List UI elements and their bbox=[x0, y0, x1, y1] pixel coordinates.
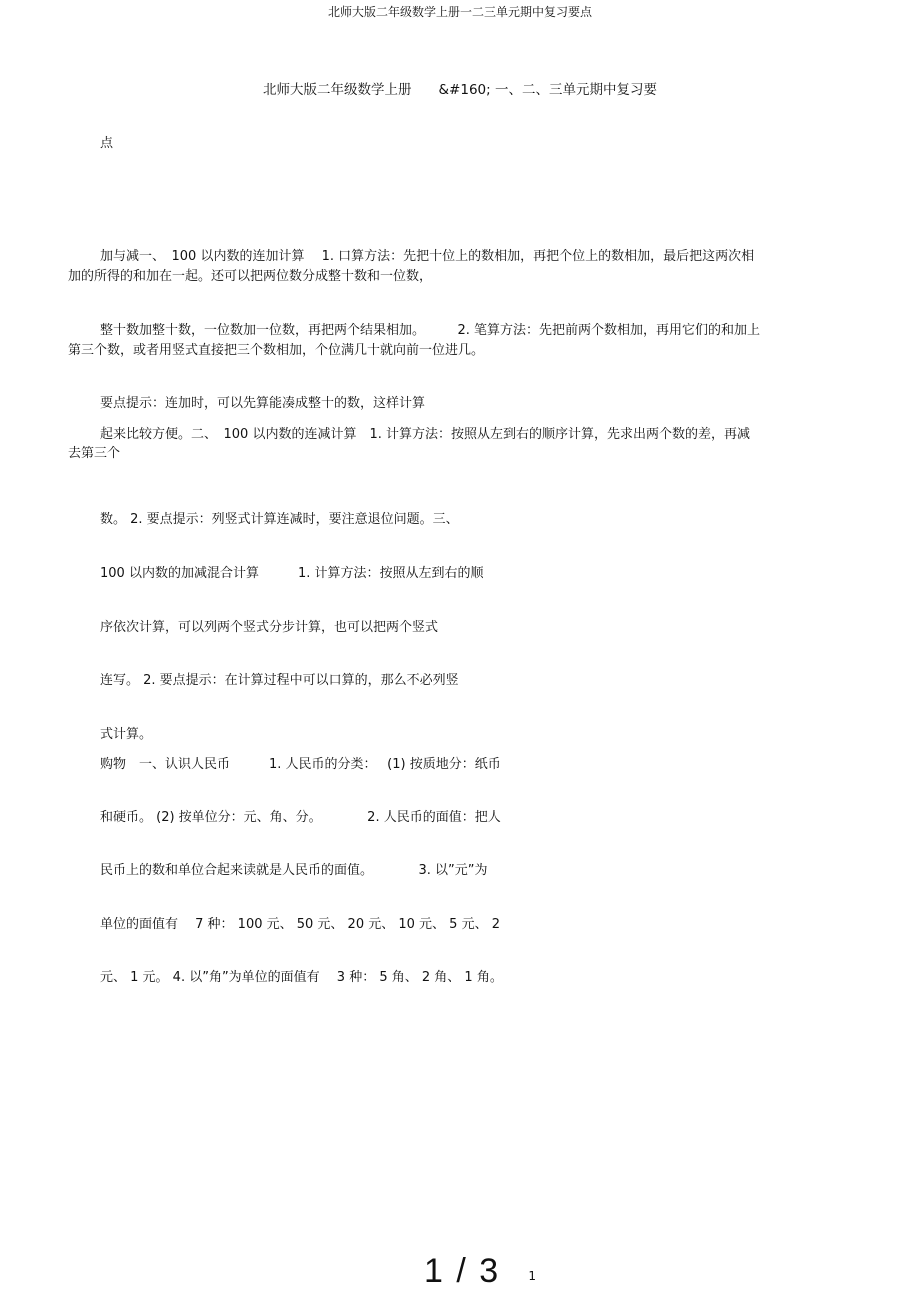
body-line: 要点提示：连加时，可以先算能凑成整十的数，这样计算 bbox=[100, 396, 426, 411]
body-line: 100 以内数的加减混合计算 1. 计算方法：按照从左到右的顺 bbox=[100, 566, 484, 581]
body-line: 民币上的数和单位合起来读就是人民币的面值。 3. 以”元”为 bbox=[100, 863, 488, 878]
body-line: 加的所得的和加在一起。还可以把两位数分成整十数和一位数， bbox=[68, 269, 433, 284]
running-header: 北师大版二年级数学上册一二三单元期中复习要点 bbox=[327, 5, 592, 19]
body-line: 单位的面值有 7 种： 100 元、 50 元、 20 元、 10 元、 5 元、 2 bbox=[100, 917, 500, 932]
document-title-continuation: 点 bbox=[100, 136, 114, 151]
body-line: 连写。 2. 要点提示：在计算过程中可以口算的，那么不必列竖 bbox=[100, 673, 459, 688]
body-line: 和硬币。 (2) 按单位分：元、角、分。 2. 人民币的面值：把人 bbox=[100, 810, 501, 825]
page-number: 1 bbox=[528, 1269, 536, 1283]
body-line: 起来比较方便。二、 100 以内数的连减计算 1. 计算方法：按照从左到右的顺序计算，先求出两个数的差，再减 bbox=[100, 427, 750, 442]
body-line: 购物 一、认识人民币 1. 人民币的分类： (1) 按质地分：纸币 bbox=[100, 757, 501, 772]
document-title: 北师大版二年级数学上册 &#160; 一、二、三单元期中复习要 bbox=[263, 82, 657, 98]
body-line: 第三个数，或者用竖式直接把三个数相加，个位满几十就向前一位进几。 bbox=[68, 343, 485, 358]
body-line: 加与减一、 100 以内数的连加计算 1. 口算方法：先把十位上的数相加，再把个位上的数相加，最后把这两次相 bbox=[100, 249, 755, 264]
body-line: 去第三个 bbox=[68, 446, 121, 461]
body-line: 整十数加整十数，一位数加一位数，再把两个结果相加。 2. 笔算方法：先把前两个数相加，再用它们的和加上 bbox=[100, 323, 761, 338]
body-line: 数。 2. 要点提示：列竖式计算连减时，要注意退位问题。三、 bbox=[100, 512, 459, 527]
body-line: 元、 1 元。 4. 以”角”为单位的面值有 3 种： 5 角、 2 角、 1 角。 bbox=[100, 970, 503, 985]
body-line: 式计算。 bbox=[100, 727, 153, 742]
page-indicator: 1 / 3 bbox=[424, 1252, 501, 1290]
page-footer bbox=[424, 1252, 536, 1291]
body-line: 序依次计算，可以列两个竖式分步计算，也可以把两个竖式 bbox=[100, 620, 439, 635]
